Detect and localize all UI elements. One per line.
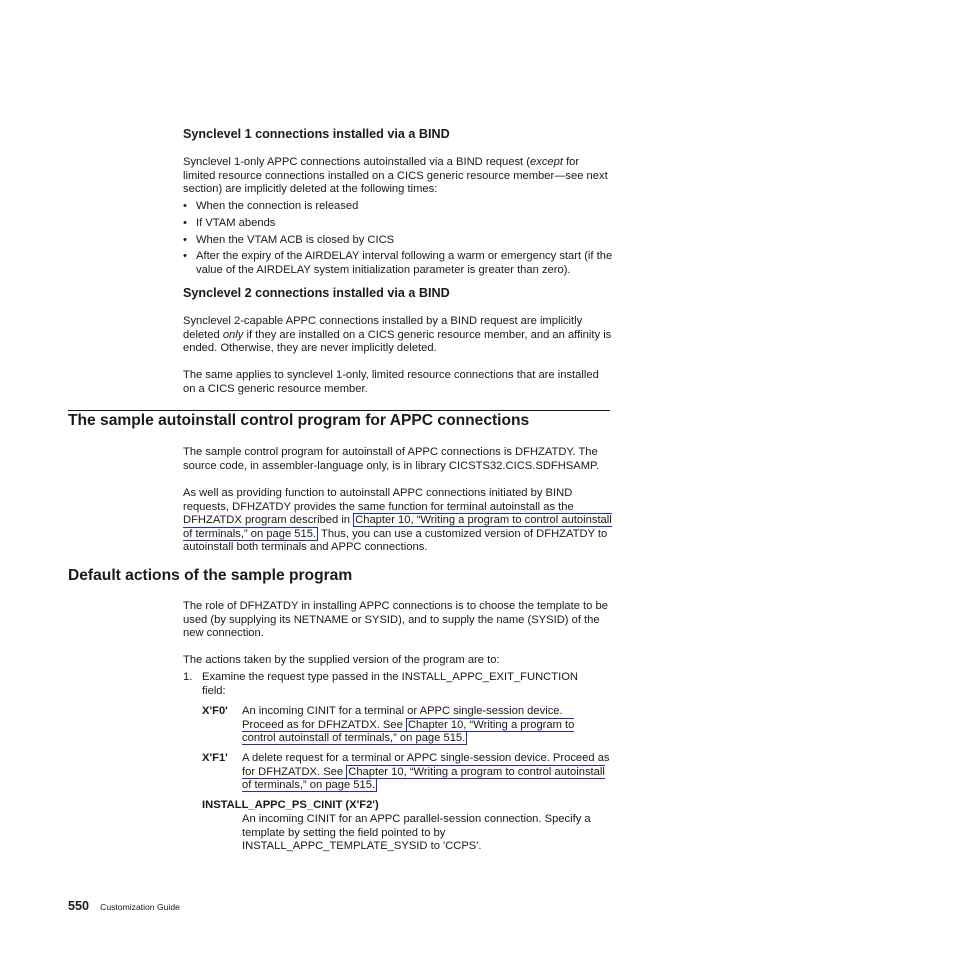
synclevel1-text-b: for limited resource connections installed on a CICS generic resource member—see next section) are implicitly deleted at the following times: [183,156,608,196]
book-title: Customization Guide [100,902,180,912]
synclevel1-emphasis: except [530,156,563,168]
heading-sample-program: The sample autoinstall control program for APPC connections [68,412,530,429]
def-description [242,752,612,793]
heading-default-actions: Default actions of the sample program [68,567,353,584]
sample-paragraph-1: The sample control program for autoinstall of APPC connections is DFHZATDY. The source code, in assembler-language only, is in library CICSTS32.CICS.SDFHSAMP. [183,446,600,472]
synclevel1-text-a: Synclevel 1-only APPC connections autoinstalled via a BIND request ( [183,156,530,168]
def-term [202,799,379,813]
sample-paragraph-2 [183,487,613,555]
default-paragraph-2: The actions taken by the supplied version of the program are to: [183,654,500,666]
bullet-text: When the VTAM ACB is closed by CICS [196,234,395,246]
synclevel2-text-a: Synclevel 2-capable APPC connections installed by a BIND request are implicitly deleted [183,315,583,341]
def-term [202,705,228,719]
def-description [242,813,612,854]
heading-synclevel1: Synclevel 1 connections installed via a BIND [183,127,450,141]
def-text-a: A delete request for a terminal or APPC single-session device. Proceed as for DFHZATDX. See [242,752,610,778]
heading-synclevel2: Synclevel 2 connections installed via a BIND [183,286,450,300]
bullet-mark: • [183,234,187,246]
bullet-text: When the connection is released [196,200,359,212]
bullet-text: After the expiry of the AIRDELAY interval following a warm or emergency start (if the value of the AIRDELAY system initialization parameter is greater than zero). [196,250,613,276]
chapter10-link[interactable]: Chapter 10, “Writing a program to control autoinstall of terminals,” on page 515. [242,718,575,745]
sample-text-a: As well as providing function to autoinstall APPC connections initiated by BIND requests, DFHZATDY provides the same function for terminal autoinstall as the DFHZATDX program described in [183,487,574,527]
synclevel1-paragraph [183,156,613,197]
synclevel2-text-b: if they are installed on a CICS generic resource member, and an affinity is ended. Otherwise, they are never implicitly deleted. [183,328,612,355]
bullet-mark: • [183,200,187,212]
bullet-mark: • [183,250,187,262]
step-number: 1. [183,671,193,683]
synclevel2-paragraph-2: The same applies to synclevel 1-only, limited resource connections that are installed on a CICS generic resource member. [183,369,599,395]
default-paragraph-1: The role of DFHZATDY in installing APPC connections is to choose the template to be used (by supplying its NETNAME or SYSID), and to supply the name (SYSID) of the new connection. [183,600,608,640]
page-number: 550 [68,899,90,913]
def-term [202,752,228,766]
def-text-a: An incoming CINIT for a terminal or APPC single-session device. Proceed as for DFHZATDX. See [242,705,563,731]
bullet-mark: • [183,217,187,229]
synclevel2-emphasis: only [222,328,244,341]
section-divider [68,410,610,411]
def-term-text: INSTALL_APPC_PS_CINIT (X'F2') [202,799,379,811]
chapter10-link[interactable]: Chapter 10, “Writing a program to control autoinstall of terminals,” on page 515. [183,514,612,540]
def-term-text: X'F0' [202,705,228,717]
page-footer [68,900,180,915]
bullet-text: If VTAM abends [196,217,276,229]
def-term-text: X'F1' [202,752,228,764]
sample-text-b: Thus, you can use a customized version of DFHZATDY to autoinstall both terminals and APPC connections. [183,527,608,554]
chapter10-link[interactable]: Chapter 10, “Writing a program to control autoinstall of terminals,” on page 515. [242,765,605,792]
synclevel2-paragraph-1 [183,315,613,356]
def-description [242,705,594,746]
step-text: Examine the request type passed in the INSTALL_APPC_EXIT_FUNCTION field: [202,671,578,697]
def-text-a: An incoming CINIT for an APPC parallel-session connection. Specify a template by setting the field pointed to by INSTALL_APPC_TEMPLATE_SYSID to 'CCPS'. [242,813,591,853]
